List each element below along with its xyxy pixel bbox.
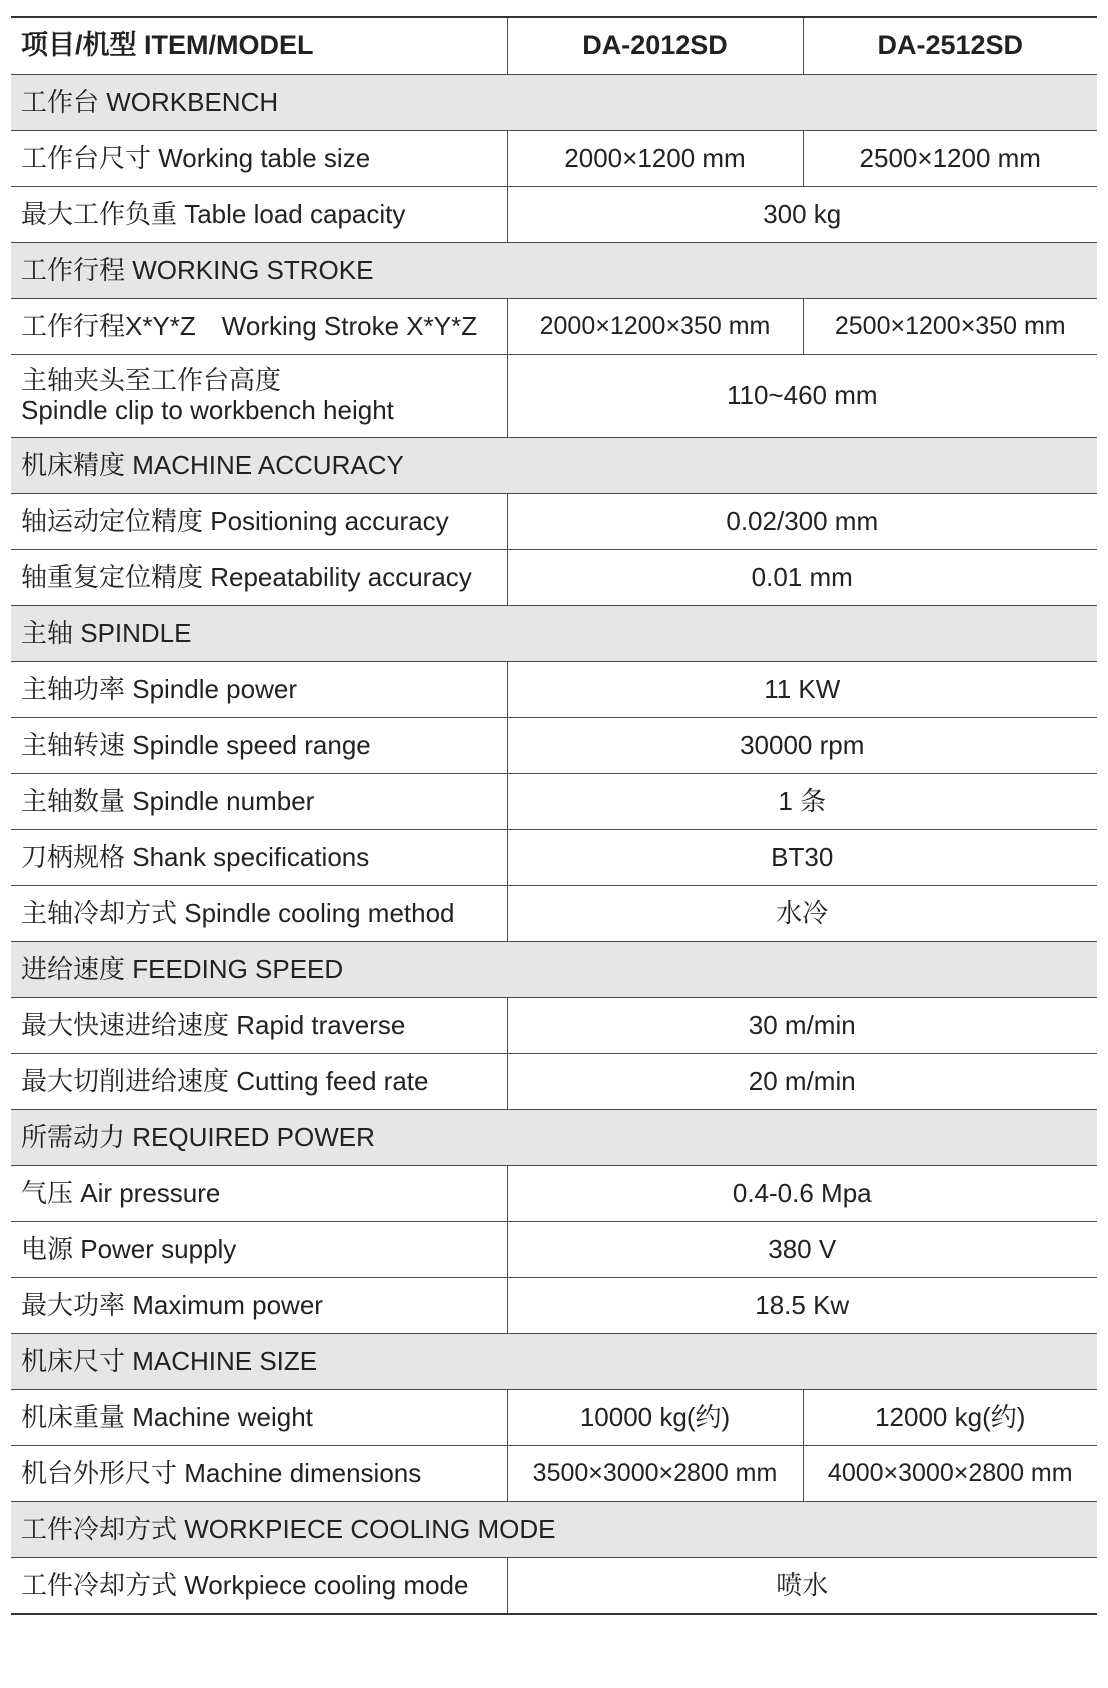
table-row	[11, 131, 1097, 187]
row-value: 1 条	[507, 774, 1097, 830]
row-label: 气压 Air pressure	[11, 1166, 507, 1222]
section-title: 所需动力 REQUIRED POWER	[11, 1110, 1097, 1166]
section-row	[11, 438, 1097, 494]
row-label: 工件冷却方式 Workpiece cooling mode	[11, 1558, 507, 1615]
section-title: 进给速度 FEEDING SPEED	[11, 942, 1097, 998]
section-row	[11, 1334, 1097, 1390]
value-model-b: 2500×1200×350 mm	[803, 299, 1097, 355]
header-model-a: DA-2012SD	[507, 17, 803, 75]
table-row	[11, 1558, 1097, 1615]
row-value: 380 V	[507, 1222, 1097, 1278]
row-value: 30000 rpm	[507, 718, 1097, 774]
row-value: 0.4-0.6 Mpa	[507, 1166, 1097, 1222]
table-row	[11, 1390, 1097, 1446]
value-model-a: 2000×1200 mm	[507, 131, 803, 187]
row-label: 主轴转速 Spindle speed range	[11, 718, 507, 774]
section-title: 工作行程 WORKING STROKE	[11, 243, 1097, 299]
header-item-model: 项目/机型 ITEM/MODEL	[11, 17, 507, 75]
spec-table-container	[11, 16, 1097, 1615]
row-label: 最大快速进给速度 Rapid traverse	[11, 998, 507, 1054]
table-row	[11, 1222, 1097, 1278]
row-label: 轴重复定位精度 Repeatability accuracy	[11, 550, 507, 606]
row-value: 300 kg	[507, 187, 1097, 243]
row-label: 机台外形尺寸 Machine dimensions	[11, 1446, 507, 1502]
table-row	[11, 1446, 1097, 1502]
row-value: BT30	[507, 830, 1097, 886]
value-model-a: 10000 kg(约)	[507, 1390, 803, 1446]
section-row	[11, 1502, 1097, 1558]
row-label-en: Spindle clip to workbench height	[21, 395, 394, 425]
row-label: 最大切削进给速度 Cutting feed rate	[11, 1054, 507, 1110]
table-row	[11, 550, 1097, 606]
row-label: 主轴数量 Spindle number	[11, 774, 507, 830]
section-row	[11, 606, 1097, 662]
row-value: 11 KW	[507, 662, 1097, 718]
row-value: 20 m/min	[507, 1054, 1097, 1110]
row-label: 最大工作负重 Table load capacity	[11, 187, 507, 243]
table-row	[11, 187, 1097, 243]
table-row	[11, 1054, 1097, 1110]
row-value: 0.01 mm	[507, 550, 1097, 606]
row-value: 30 m/min	[507, 998, 1097, 1054]
row-label-cn: 主轴夹头至工作台高度	[21, 365, 282, 396]
header-model-b: DA-2512SD	[803, 17, 1097, 75]
row-value: 水冷	[507, 886, 1097, 942]
row-label: 电源 Power supply	[11, 1222, 507, 1278]
section-title: 主轴 SPINDLE	[11, 606, 1097, 662]
value-model-b: 12000 kg(约)	[803, 1390, 1097, 1446]
table-body	[11, 75, 1097, 1615]
table-row	[11, 299, 1097, 355]
row-value: 110~460 mm	[507, 355, 1097, 438]
spec-table	[11, 16, 1097, 1615]
row-label	[11, 355, 507, 438]
table-row	[11, 718, 1097, 774]
value-model-b: 2500×1200 mm	[803, 131, 1097, 187]
row-label: 最大功率 Maximum power	[11, 1278, 507, 1334]
row-label: 轴运动定位精度 Positioning accuracy	[11, 494, 507, 550]
section-title: 工作台 WORKBENCH	[11, 75, 1097, 131]
section-title: 机床精度 MACHINE ACCURACY	[11, 438, 1097, 494]
section-row	[11, 243, 1097, 299]
table-row	[11, 1166, 1097, 1222]
row-value: 18.5 Kw	[507, 1278, 1097, 1334]
table-row	[11, 662, 1097, 718]
table-header-row	[11, 17, 1097, 75]
section-row	[11, 942, 1097, 998]
section-row	[11, 1110, 1097, 1166]
row-label: 工作行程X*Y*Z Working Stroke X*Y*Z	[11, 299, 507, 355]
row-value: 0.02/300 mm	[507, 494, 1097, 550]
section-title: 机床尺寸 MACHINE SIZE	[11, 1334, 1097, 1390]
table-row	[11, 774, 1097, 830]
row-label: 主轴冷却方式 Spindle cooling method	[11, 886, 507, 942]
row-value: 喷水	[507, 1558, 1097, 1615]
table-row	[11, 494, 1097, 550]
table-row	[11, 886, 1097, 942]
row-label: 主轴功率 Spindle power	[11, 662, 507, 718]
section-title: 工件冷却方式 WORKPIECE COOLING MODE	[11, 1502, 1097, 1558]
value-model-a: 2000×1200×350 mm	[507, 299, 803, 355]
table-row	[11, 998, 1097, 1054]
value-model-a: 3500×3000×2800 mm	[507, 1446, 803, 1502]
table-row	[11, 355, 1097, 438]
value-model-b: 4000×3000×2800 mm	[803, 1446, 1097, 1502]
row-label: 刀柄规格 Shank specifications	[11, 830, 507, 886]
table-row	[11, 1278, 1097, 1334]
table-row	[11, 830, 1097, 886]
row-label: 工作台尺寸 Working table size	[11, 131, 507, 187]
section-row	[11, 75, 1097, 131]
row-label: 机床重量 Machine weight	[11, 1390, 507, 1446]
